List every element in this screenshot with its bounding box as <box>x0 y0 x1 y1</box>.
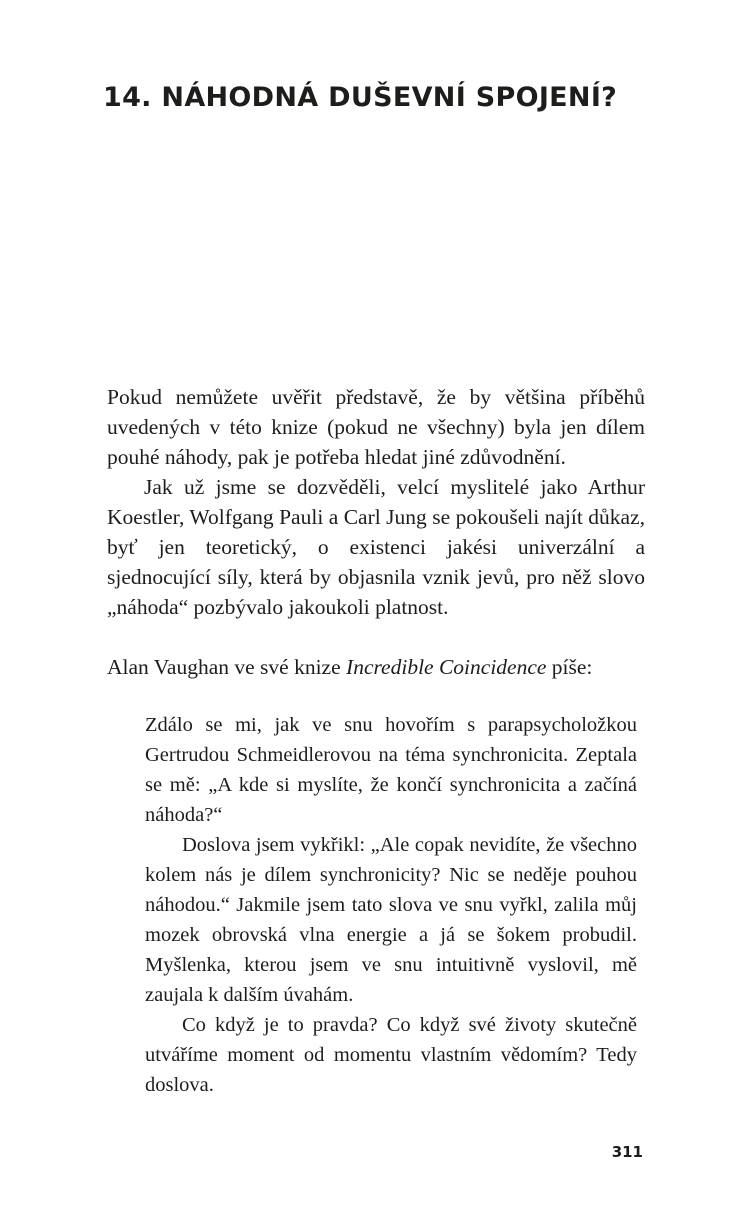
cited-book-title: Incredible Coincidence <box>346 655 547 679</box>
intro-text-block <box>107 382 645 622</box>
page-number: 311 <box>611 1143 643 1161</box>
chapter-title: 14. NÁHODNÁ DUŠEVNÍ SPOJENÍ? <box>103 82 618 113</box>
intro-paragraph-2: Jak už jsme se dozvěděli, velcí myslitelé jako Arthur Koestler, Wolfgang Pauli a Carl Jung se pokoušeli najít důkaz, byť jen teoretický, o existenci jakési univerzální a sjednocující síly, která by objasnila vznik jevů, pro něž slovo „náhoda“ pozbývalo jakoukoli platnost. <box>107 475 645 619</box>
quote-paragraph-1: Zdálo se mi, jak ve snu hovořím s parapsycholožkou Gertrudou Schmeidlerovou na téma synchronicita. Zeptala se mě: „A kde si myslíte, že končí synchronicita a začíná náhoda?“ <box>145 714 637 826</box>
citation-lead-before: Alan Vaughan ve své knize <box>107 655 347 679</box>
quote-paragraph-2: Doslova jsem vykřikl: „Ale copak nevidíte, že všechno kolem nás je dílem synchronicity? Nic se neděje pouhou náhodou.“ Jakmile jsem tato slova ve snu vyřkl, zalila můj mozek obrovská vlna energie a já se šokem probudil. Myšlenka, kterou jsem ve snu intuitivně vyslovil, mě zaujala k dalším úvahám. <box>145 834 637 1006</box>
citation-lead <box>107 652 645 682</box>
citation-lead-after: píše: <box>546 655 593 679</box>
block-quote <box>145 710 637 1100</box>
quote-paragraph-3: Co když je to pravda? Co když své životy skutečně utváříme moment od momentu vlastním vědomím? Tedy doslova. <box>145 1014 637 1096</box>
intro-paragraph-1: Pokud nemůžete uvěřit představě, že by většina příběhů uvedených v této knize (pokud ne všechny) byla jen dílem pouhé náhody, pak je potřeba hledat jiné zdůvodnění. <box>107 385 645 469</box>
